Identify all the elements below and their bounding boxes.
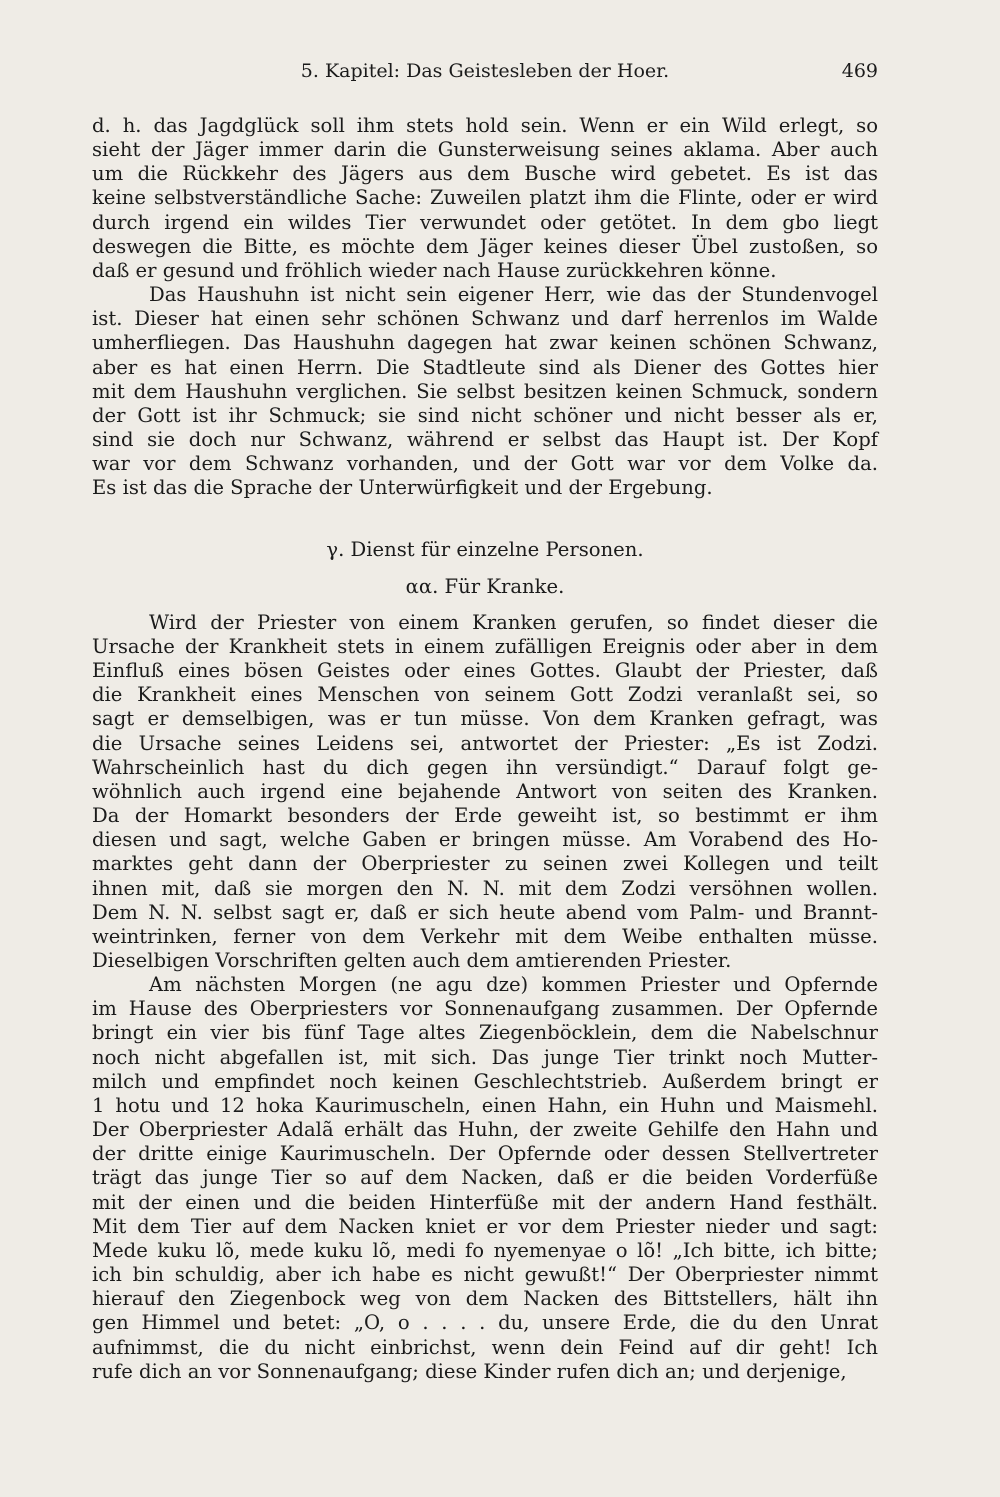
text-line: noch nicht abgefallen ist, mit sich. Das junge Tier trinkt noch Mutter-: [92, 1045, 878, 1069]
text-line: weintrinken, ferner von dem Verkehr mit dem Weibe enthalten müsse.: [92, 924, 878, 948]
text-line: ihnen mit, daß sie morgen den N. N. mit dem Zodzi versöhnen wollen.: [92, 876, 878, 900]
text-line: durch irgend ein wildes Tier verwundet oder getötet. In dem gbo liegt: [92, 210, 878, 234]
text-line: gen Himmel und betet: „O, o . . . . du, unsere Erde, die du den Unrat: [92, 1311, 878, 1335]
page-body: [92, 114, 878, 1384]
text-line: hierauf den Ziegenbock weg von dem Nacken des Bittstellers, hält ihn: [92, 1287, 878, 1311]
text-line: aber es hat einen Herrn. Die Stadtleute sind als Diener des Gottes hier: [92, 355, 878, 379]
text-line: trägt das junge Tier so auf dem Nacken, daß er die beiden Vorderfüße: [92, 1166, 878, 1190]
text-line: sieht der Jäger immer darin die Gunsterweisung seines aklama. Aber auch: [92, 138, 878, 162]
paragraph: [92, 283, 878, 500]
text-line: Mit dem Tier auf dem Nacken kniet er vor dem Priester nieder und sagt:: [92, 1214, 878, 1238]
text-line: Mede kuku lõ, mede kuku lõ, medi fo nyemenyae o lõ! „Ich bitte, ich bitte;: [92, 1238, 878, 1262]
text-line: um die Rückkehr des Jägers aus dem Busche wird gebetet. Es ist das: [92, 162, 878, 186]
running-header: [92, 60, 878, 90]
text-line: rufe dich an vor Sonnenaufgang; diese Kinder rufen dich an; und derjenige,: [92, 1359, 847, 1383]
text-line: sind sie doch nur Schwanz, während er selbst das Haupt ist. Der Kopf: [92, 428, 878, 452]
text-line: Wahrscheinlich hast du dich gegen ihn versündigt.“ Darauf folgt ge-: [92, 755, 878, 779]
text-line: Dem N. N. selbst sagt er, daß er sich heute abend vom Palm- und Brannt-: [92, 900, 878, 924]
text-line: Ursache der Krankheit stets in einem zufälligen Ereignis oder aber in dem: [92, 634, 878, 658]
text-line: d. h. das Jagdglück soll ihm stets hold sein. Wenn er ein Wild erlegt, so: [92, 114, 878, 137]
text-line: Das Haushuhn ist nicht sein eigener Herr, wie das der Stundenvogel: [149, 283, 878, 307]
text-line: war vor dem Schwanz vorhanden, und der Gott war vor dem Volke da.: [92, 452, 878, 476]
text-line: ich bin schuldig, aber ich habe es nicht gewußt!“ Der Oberpriester nimmt: [92, 1263, 878, 1287]
text-line: wöhnlich auch irgend eine bejahende Antwort von seiten des Kranken.: [92, 779, 878, 803]
text-line: Es ist das die Sprache der Unterwürfigkeit und der Ergebung.: [92, 476, 713, 500]
text-line: 1 hotu und 12 hoka Kaurimuscheln, einen Hahn, ein Huhn und Maismehl.: [92, 1093, 878, 1117]
text-line: die Krankheit eines Menschen von seinem Gott Zodzi veranlaßt sei, so: [92, 683, 878, 707]
text-line: bringt ein vier bis fünf Tage altes Ziegenböcklein, dem die Nabelschnur: [92, 1021, 878, 1045]
page-number: 469: [841, 60, 878, 82]
text-block-2: [92, 611, 878, 1384]
text-line: im Hause des Oberpriesters vor Sonnenaufgang zusammen. Der Opfernde: [92, 997, 878, 1021]
text-line: mit der einen und die beiden Hinterfüße mit der andern Hand festhält.: [92, 1190, 878, 1214]
text-line: Einfluß eines bösen Geistes oder eines Gottes. Glaubt der Priester, daß: [92, 659, 878, 683]
chapter-title: 5. Kapitel: Das Geistesleben der Hoer.: [300, 60, 670, 82]
section-heading: γ. Dienst für einzelne Personen.: [326, 537, 644, 561]
text-line: keine selbstverständliche Sache: Zuweilen platzt ihm die Flinte, oder er wird: [92, 186, 878, 210]
text-line: ist. Dieser hat einen sehr schönen Schwanz und darf herrenlos im Walde: [92, 307, 878, 331]
text-line: daß er gesund und fröhlich wieder nach Hause zurückkehren könne.: [92, 258, 777, 282]
paragraph: [92, 114, 878, 283]
text-block-1: [92, 114, 878, 501]
text-line: der dritte einige Kaurimuscheln. Der Opfernde oder dessen Stellvertreter: [92, 1142, 878, 1166]
text-line: die Ursache seines Leidens sei, antwortet der Priester: „Es ist Zodzi.: [92, 731, 878, 755]
text-line: Der Oberpriester Adalã erhält das Huhn, der zweite Gehilfe den Hahn und: [92, 1118, 878, 1142]
text-line: diesen und sagt, welche Gaben er bringen müsse. Am Vorabend des Ho-: [92, 828, 878, 852]
text-line: sagt er demselbigen, was er tun müsse. Von dem Kranken gefragt, was: [92, 707, 878, 731]
text-line: Am nächsten Morgen (ne agu dze) kommen Priester und Opfernde: [149, 973, 878, 997]
text-line: milch und empfindet noch keinen Geschlechtstrieb. Außerdem bringt er: [92, 1069, 878, 1093]
text-line: Wird der Priester von einem Kranken gerufen, so findet dieser die: [149, 610, 878, 634]
text-line: aufnimmst, die du nicht einbrichst, wenn dein Feind auf dir geht! Ich: [92, 1335, 878, 1359]
text-line: mit dem Haushuhn verglichen. Sie selbst besitzen keinen Schmuck, sondern: [92, 379, 878, 403]
paragraph: [92, 973, 878, 1384]
text-line: marktes geht dann der Oberpriester zu seinen zwei Kollegen und teilt: [92, 852, 878, 876]
text-line: der Gott ist ihr Schmuck; sie sind nicht schöner und nicht besser als er,: [92, 403, 878, 427]
subsection-heading: αα. Für Kranke.: [405, 574, 565, 598]
text-line: Dieselbigen Vorschriften gelten auch dem amtierenden Priester.: [92, 949, 732, 972]
text-line: deswegen die Bitte, es möchte dem Jäger keines dieser Übel zustoßen, so: [92, 234, 878, 258]
text-line: Da der Homarkt besonders der Erde geweiht ist, so bestimmt er ihm: [92, 804, 878, 828]
paragraph: [92, 611, 878, 973]
text-line: umherfliegen. Das Haushuhn dagegen hat zwar keinen schönen Schwanz,: [92, 331, 878, 355]
